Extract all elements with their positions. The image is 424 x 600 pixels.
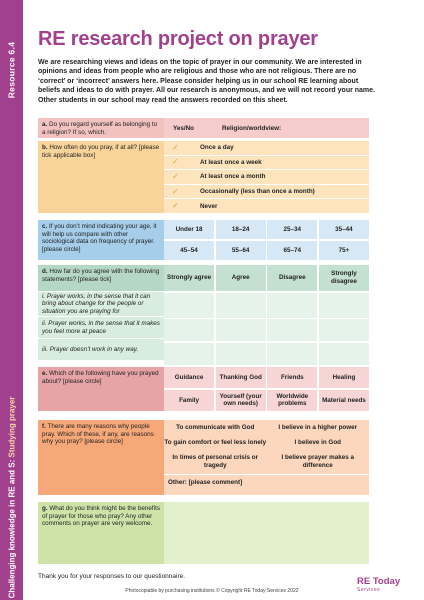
option-label: At least once a month (200, 173, 266, 181)
section-a (38, 118, 369, 138)
tick-cell[interactable] (164, 293, 214, 318)
question-a (38, 118, 164, 138)
column-header: Disagree (267, 265, 317, 291)
religion-field[interactable]: Religion/worldview: (222, 124, 282, 132)
age-option[interactable]: 55–64 (216, 241, 266, 260)
tick-icon: ✓ (172, 142, 179, 152)
sidebar (0, 0, 23, 600)
frequency-option[interactable] (164, 141, 369, 156)
option-label: Once a day (200, 144, 234, 152)
statement: iii. Prayer doesn’t work in any way. (38, 338, 164, 360)
question-text: Which of the following have you prayed about? [please circle] (42, 370, 159, 385)
comment-box[interactable] (164, 502, 369, 564)
section-d (38, 265, 369, 360)
column-header: Strongly agree (164, 265, 214, 291)
prayer-reasons (164, 420, 369, 495)
question-f (38, 420, 164, 495)
tick-icon: ✓ (172, 157, 179, 167)
question-text: If you don’t mind indicating your age, it will help us compare with other sociological data on frequency of prayer. [please circle] (42, 223, 157, 253)
question-number: b. (42, 144, 48, 151)
tick-icon: ✓ (172, 186, 179, 196)
age-options (164, 220, 369, 260)
tick-cell[interactable] (164, 319, 214, 341)
copyright-footer: Photocopiable by purchasing institutions © Copyright RE Today Services 2022 (125, 588, 299, 594)
age-option[interactable]: 75+ (319, 241, 369, 260)
course-text: Challenging knowledge in RE and S: (7, 459, 17, 599)
option-label: Never (200, 202, 218, 210)
logo-line-1: RE Today (357, 576, 401, 587)
column-header: Agree (216, 265, 266, 291)
reason-option[interactable]: To communicate with God (176, 423, 255, 431)
reason-option[interactable]: In times of personal crisis or tragedy (172, 454, 259, 469)
question-text: What do you think might be the benefits of prayer for those who pray? Any other comments on prayer are very welcome. (42, 505, 160, 528)
age-option[interactable]: 25–34 (267, 220, 317, 239)
answer-b (164, 141, 369, 213)
option-label: Occasionally (less than once a month) (200, 188, 315, 196)
frequency-option[interactable] (164, 170, 369, 185)
question-number: c. (42, 223, 48, 230)
tick-cell[interactable] (216, 319, 266, 341)
question-number: d. (42, 268, 48, 275)
question-e (38, 367, 164, 411)
tick-icon: ✓ (172, 201, 179, 211)
topic-option[interactable]: Healing (319, 367, 369, 388)
page-title: RE research project on prayer (38, 28, 318, 50)
question-number: e. (42, 370, 48, 377)
tick-cell[interactable] (319, 319, 369, 341)
age-option[interactable]: 65–74 (267, 241, 317, 260)
tick-cell[interactable] (216, 343, 266, 365)
section-g (38, 502, 369, 564)
topic-option[interactable]: Worldwide problems (267, 390, 317, 411)
course-label-text (7, 397, 16, 599)
question-d (38, 265, 164, 360)
reason-option[interactable]: I believe in a higher power (278, 423, 358, 431)
tick-cell[interactable] (267, 293, 317, 318)
question-text: There are many reasons why people pray. Which of these, if any, are reasons why you pray? [please circle] (42, 423, 154, 446)
tick-cell[interactable] (216, 293, 266, 318)
question-number: g. (42, 505, 48, 512)
section-e (38, 367, 369, 411)
age-option[interactable]: 18–24 (216, 220, 266, 239)
tick-cell[interactable] (267, 319, 317, 341)
tick-cell[interactable] (164, 343, 214, 365)
intro-paragraph: We are researching views and ideas on the topic of prayer in our community. We are interested in opinions and ideas from people who are religious and those who are not religious. There are no ‘correct’ or ‘incorrect’ answers here. Please consider helping us in our school RE learning about beliefs and ideas to do with prayer. All our research is anonymous, and we will not record your name. Other students in our school may read the answers recorded on this sheet. (38, 59, 375, 104)
frequency-option[interactable] (164, 156, 369, 171)
tick-cell[interactable] (319, 293, 369, 318)
question-g (38, 502, 164, 564)
other-comment-field[interactable]: Other: [please comment] (164, 474, 369, 490)
question-d-header (38, 265, 164, 291)
agreement-grid (164, 265, 369, 360)
topic-option[interactable]: Family (164, 390, 214, 411)
course-highlight: Studying prayer (7, 396, 17, 458)
column-header: Strongly disagree (319, 265, 369, 291)
tick-icon: ✓ (172, 171, 179, 181)
frequency-option[interactable] (164, 199, 369, 213)
course-label (0, 396, 23, 599)
topic-option[interactable]: Thanking God (216, 367, 266, 388)
topic-option[interactable]: Yourself (your own needs) (216, 390, 266, 411)
resource-label (0, 40, 23, 100)
topic-option[interactable]: Material needs (319, 390, 369, 411)
frequency-option[interactable] (164, 185, 369, 200)
re-today-logo (357, 577, 400, 593)
thanks-note: Thank you for your responses to our questionnaire. (38, 573, 186, 580)
option-label: At least once a week (200, 158, 262, 166)
question-c (38, 220, 164, 260)
reason-option[interactable]: I believe in God (294, 438, 342, 446)
statement: i. Prayer works, in the sense that it can bring about change for the people or situation you are praying for (38, 291, 164, 316)
section-c (38, 220, 369, 260)
section-f (38, 420, 369, 495)
question-text: How often do you pray, if at all? [please tick applicable box] (42, 144, 160, 159)
question-text: Do you regard yourself as belonging to a religion? If so, which. (42, 121, 158, 136)
tick-cell[interactable] (319, 343, 369, 365)
age-option[interactable]: Under 18 (164, 220, 214, 239)
topic-option[interactable]: Guidance (164, 367, 214, 388)
tick-cell[interactable] (267, 343, 317, 365)
topic-option[interactable]: Friends (267, 367, 317, 388)
question-number: a. (42, 121, 48, 128)
reason-option[interactable]: To gain comfort or feel less lonely (164, 438, 267, 446)
reason-option[interactable]: I believe prayer makes a difference (281, 454, 354, 469)
statement: ii. Prayer works, in the sense that it makes you feel more at peace (38, 316, 164, 338)
age-option[interactable]: 45–54 (164, 241, 214, 260)
yes-no-option[interactable]: Yes/No (173, 124, 194, 132)
question-b (38, 141, 164, 213)
answer-a (164, 118, 369, 138)
prayer-topics (164, 367, 369, 411)
question-number: f. (42, 423, 46, 430)
logo-line-2: Services (357, 587, 381, 593)
question-text: How far do you agree with the following statements? [please tick] (42, 268, 160, 283)
age-option[interactable]: 35–44 (319, 220, 369, 239)
resource-label-text: Resource 6.4 (6, 41, 17, 99)
section-b (38, 141, 369, 213)
